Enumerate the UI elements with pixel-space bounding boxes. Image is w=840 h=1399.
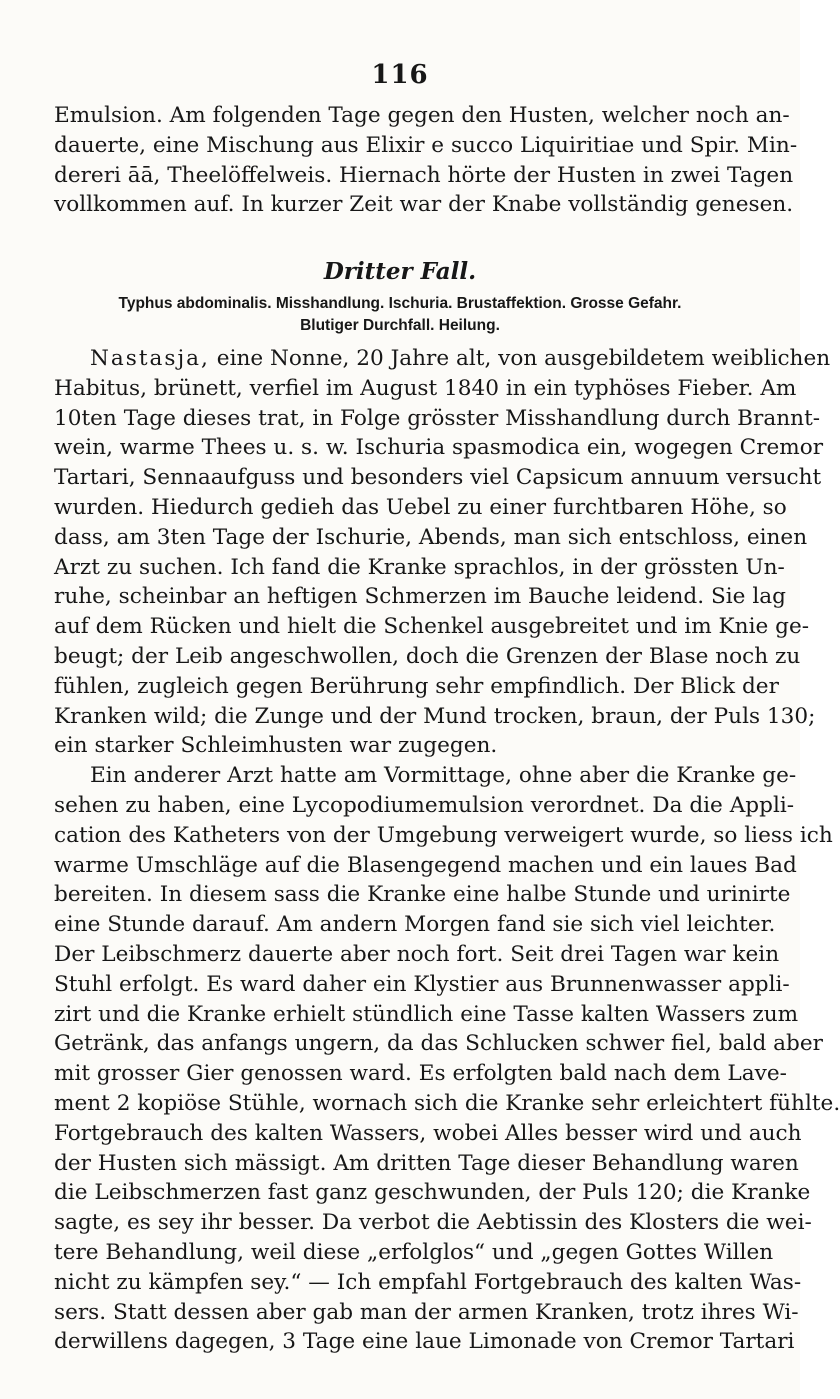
text-line: vollkommen auf. In kurzer Zeit war der Knabe vollständig genesen. <box>54 192 794 218</box>
text-line: 10ten Tage dieses trat, in Folge grösster Misshandlung durch Brannt- <box>54 405 821 431</box>
text-line: Arzt zu suchen. Ich fand die Kranke sprachlos, in der grössten Un- <box>54 554 785 580</box>
text-line: Emulsion. Am folgenden Tage gegen den Husten, welcher noch an- <box>54 103 790 128</box>
text-line <box>54 344 831 374</box>
text-line: wein, warme Thees u. s. w. Ischuria spasmodica ein, wogegen Cremor <box>54 435 824 461</box>
text-line: Der Leibschmerz dauerte aber noch fort. Seit drei Tagen war kein <box>54 941 780 967</box>
text-line: tere Behandlung, weil diese „erfolglos“ und „gegen Gottes Willen <box>54 1239 774 1265</box>
text-line: Habitus, brünett, verfiel im August 1840 in ein typhöses Fieber. Am <box>54 375 797 401</box>
text-line: die Leibschmerzen fast ganz geschwunden, der Puls 120; die Kranke <box>54 1180 811 1206</box>
intro-text: eine Nonne, 20 Jahre alt, von ausgebildetem weiblichen <box>209 346 831 371</box>
opening-paragraph <box>54 101 798 220</box>
text-line: wurden. Hiedurch gedieh das Uebel zu einer furchtbaren Höhe, so <box>54 494 787 520</box>
text-line: sers. Statt dessen aber gab man der armen Kranken, trotz ihres Wi- <box>54 1299 799 1325</box>
text-line: Kranken wild; die Zunge und der Mund trocken, braun, der Puls 130; <box>54 703 816 729</box>
text-line: der Husten sich mässigt. Am dritten Tage dieser Behandlung waren <box>54 1150 799 1176</box>
page-number: 116 <box>371 60 429 90</box>
text-line: eine Stunde darauf. Am andern Morgen fand sie sich viel leichter. <box>54 912 776 938</box>
text-line: sagte, es sey ihr besser. Da verbot die Aebtissin des Klosters die wei- <box>54 1210 812 1236</box>
text-line: nicht zu kämpfen sey.“ — Ich empfahl Fortgebrauch des kalten Was- <box>54 1269 802 1295</box>
case-summary-line: Typhus abdominalis. Misshandlung. Ischuria. Brustaffektion. Grosse Gefahr. <box>118 295 682 312</box>
patient-name: Nastasja, <box>90 346 210 371</box>
text-line: zirt und die Kranke erhielt stündlich eine Tasse kalten Wassers zum <box>54 1001 799 1027</box>
text-line: Fortgebrauch des kalten Wassers, wobei Alles besser wird und auch <box>54 1120 802 1146</box>
text-line: derwillens dagegen, 3 Tage eine laue Limonade von Cremor Tartari <box>54 1329 795 1355</box>
text-line: Getränk, das anfangs ungern, da das Schlucken schwer fiel, bald aber <box>54 1031 823 1057</box>
text-line: Ein anderer Arzt hatte am Vormittage, ohne aber die Kranke ge- <box>90 763 797 789</box>
case-heading: Dritter Fall. <box>323 258 477 285</box>
text-line: bereiten. In diesem sass die Kranke eine halbe Stunde und urinirte <box>54 882 791 908</box>
text-line: fühlen, zugleich gegen Berührung sehr empfindlich. Der Blick der <box>54 673 779 699</box>
text-line: ruhe, scheinbar an heftigen Schmerzen im Bauche leidend. Sie lag <box>54 584 786 610</box>
case-paragraph-1 <box>54 344 840 1357</box>
text-line: beugt; der Leib angeschwollen, doch die Grenzen der Blase noch zu <box>54 643 801 669</box>
case-summary-line: Blutiger Durchfall. Heilung. <box>300 317 500 334</box>
text-line: ein starker Schleimhusten war zugegen. <box>54 733 498 759</box>
text-line: dass, am 3ten Tage der Ischurie, Abends, man sich entschloss, einen <box>54 524 808 550</box>
text-line: dereri āā, Theelöffelweis. Hiernach hörte der Husten in zwei Tagen <box>54 162 794 188</box>
text-line: ment 2 kopiöse Stühle, wornach sich die Kranke sehr erleichtert fühlte. <box>54 1090 840 1116</box>
text-line: dauerte, eine Mischung aus Elixir e succo Liquiritiae und Spir. Min- <box>54 132 798 158</box>
case-summary <box>74 293 726 337</box>
text-line: auf dem Rücken und hielt die Schenkel ausgebreitet und im Knie ge- <box>54 614 810 640</box>
text-line: cation des Katheters von der Umgebung verweigert wurde, so liess ich <box>54 822 833 848</box>
text-line: mit grosser Gier genossen ward. Es erfolgten bald nach dem Lave- <box>54 1061 787 1087</box>
text-line: Tartari, Sennaaufguss und besonders viel Capsicum annuum versucht <box>54 465 822 491</box>
text-line: warme Umschläge auf die Blasengegend machen und ein laues Bad <box>54 852 797 878</box>
text-line: sehen zu haben, eine Lycopodiumemulsion verordnet. Da die Appli- <box>54 792 795 818</box>
text-line: Stuhl erfolgt. Es ward daher ein Klystier aus Brunnenwasser appli- <box>54 971 790 997</box>
